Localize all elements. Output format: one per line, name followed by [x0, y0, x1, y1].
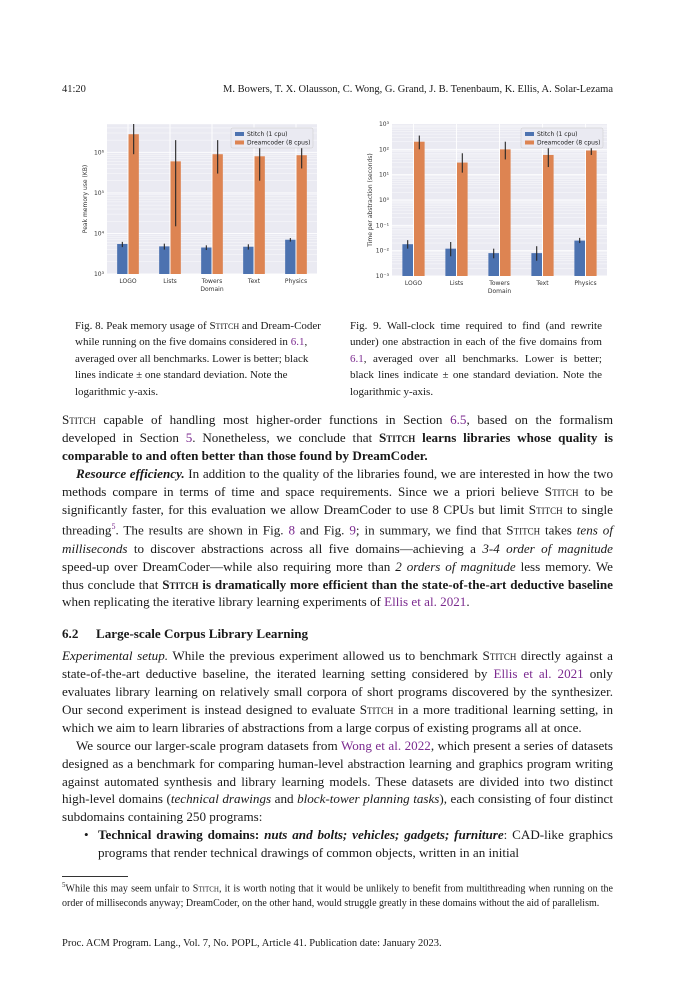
stitch-name: Stitch: [192, 883, 219, 895]
y-tick-label: 10⁴: [93, 230, 104, 238]
y-tick-label: 10⁶: [93, 149, 104, 157]
y-tick-label: 10²: [378, 146, 389, 154]
x-tick-label: Lists: [449, 280, 464, 287]
text: and Fig.: [295, 522, 350, 538]
x-tick-label: Text: [247, 278, 261, 285]
section-number: 6.2: [62, 626, 79, 642]
section-ref-link[interactable]: 5: [185, 429, 193, 445]
section-ref-link[interactable]: 6.1: [350, 352, 364, 365]
x-axis-label: Domain: [200, 286, 224, 293]
paragraph: [62, 465, 613, 612]
text: While this may seem unfair to: [65, 883, 193, 895]
page-footer: Proc. ACM Program. Lang., Vol. 7, No. POPL, Article 41. Publication date: January 2023.: [62, 938, 442, 949]
legend-label: Dreamcoder (8 cpus): [247, 139, 311, 147]
legend-label: Dreamcoder (8 cpus): [537, 139, 601, 147]
x-axis-label: Domain: [487, 288, 512, 295]
text: , which present a series of datasets designed as a benchmark for comparing human-level abstraction learning and graphics program writing against automated synthesis and library learning models. These datasets are divided into two distinct high-level domains (: [62, 737, 613, 807]
emphasis: 2 orders of magnitude: [395, 558, 516, 574]
y-axis-label: Peak memory use (KB): [82, 164, 89, 234]
text: directly against a state-of-the-art deductive baseline, the iterated learning setting considered by: [62, 648, 613, 682]
paragraph: [62, 647, 613, 737]
text: when replicating the iterative library learning experiments of: [62, 594, 385, 610]
figure-8-caption: [75, 318, 325, 400]
text: , based on the formalism developed in Section: [62, 412, 614, 445]
memory-chart-svg: [62, 118, 322, 296]
emphasis: technical drawings: [170, 791, 272, 807]
x-tick-label: Text: [536, 280, 549, 287]
dreamcoder-bar: [129, 134, 139, 274]
y-tick-label: 10⁰: [378, 197, 389, 204]
stitch-name: Stitch: [62, 412, 96, 427]
text: to discover abstractions across all five domains—achieving a: [127, 540, 483, 556]
section-title: Large-scale Corpus Library Learning: [96, 626, 309, 642]
dreamcoder-bar: [457, 163, 468, 276]
y-axis-label: Time per abstraction (seconds): [367, 153, 374, 247]
x-tick-label: LOGO: [404, 280, 423, 287]
x-tick-label: Lists: [163, 278, 177, 285]
x-tick-label: Towers: [201, 278, 223, 285]
text: : CAD-like graphics programs that render technical drawings of common objects, written in an initial: [98, 827, 613, 861]
stitch-bar: [402, 244, 413, 276]
text: While the previous experiment allowed us to benchmark: [168, 648, 483, 664]
text: to single threading: [62, 501, 613, 538]
footnote-mark[interactable]: 5: [111, 522, 116, 532]
paragraph: [62, 411, 613, 465]
text: in a more traditional learning setting, in which we aim to learn libraries of abstractions from a large corpus of existing programs all at once.: [62, 701, 613, 735]
text: ), each consisting of four distinct subdomains containing 250 programs:: [62, 791, 613, 825]
run-in-heading: Resource efficiency.: [76, 465, 185, 481]
running-header: [62, 84, 613, 100]
section-ref-link[interactable]: 6.1: [290, 336, 305, 349]
section-ref-link[interactable]: 6.5: [450, 412, 467, 427]
text: and: [271, 791, 298, 807]
text: , it is worth noting that it would be unlikely to benefit from multithreading when running on the order of milliseconds anyway; DreamCoder, on the other hand, would struggle greatly in these domains without the aid of parallelism.: [62, 883, 613, 909]
body-text: [62, 411, 613, 862]
stitch-bar: [201, 248, 211, 274]
stitch-bar: [243, 247, 253, 274]
y-tick-label: 10⁻¹: [375, 222, 389, 230]
time-chart-svg: [350, 118, 614, 298]
legend-swatch: [235, 132, 244, 136]
stitch-name: Stitch: [209, 320, 240, 332]
bold-text: is dramatically more efficient than the state-of-the-art deductive baseline: [198, 576, 613, 592]
bold-emphasis: nuts and bolts; vehicles; gadgets; furniture: [264, 827, 504, 843]
dreamcoder-bar: [297, 155, 307, 274]
y-tick-label: 10⁵: [93, 189, 104, 197]
x-tick-label: Towers: [489, 280, 510, 287]
caption-text: , averaged over all benchmarks. Lower is better; black lines indicate ± one standard deviation. Note the logarithmic y-axis.: [350, 352, 602, 398]
stitch-name: Stitch: [528, 501, 563, 517]
bold-text: Technical drawing domains:: [98, 827, 265, 843]
y-tick-label: 10³: [93, 271, 104, 278]
stitch-bar: [574, 241, 585, 276]
text: takes: [540, 522, 577, 538]
figure-9-caption: [350, 318, 602, 400]
x-tick-label: Physics: [284, 278, 308, 285]
footnote-number: 5: [62, 881, 66, 889]
legend-label: Stitch (1 cpu): [537, 131, 578, 138]
bold-text: learns libraries whose quality is comparable to and often better than those found by DreamCoder.: [62, 429, 614, 463]
stitch-bar: [159, 246, 169, 274]
stitch-bar: [117, 244, 127, 274]
paragraph: [62, 737, 613, 827]
figure-ref-link[interactable]: 8: [288, 522, 295, 538]
text: speed-up over DreamCoder—while also requiring more than: [62, 558, 396, 574]
caption-text: , averaged over all benchmarks. Lower is better; black lines indicate ± one standard deviation. Note the logarithmic y-axis.: [75, 336, 309, 398]
dreamcoder-bar: [543, 155, 554, 276]
text: In addition to the quality of the libraries found, we are interested in how the two methods compare in terms of time and space requirements. Since we a priori believe: [62, 465, 613, 499]
text: only evaluates library learning on relatively small corpora of short programs discovered by the synthesizer. Our second experiment is instead designed to evaluate: [62, 666, 613, 717]
footnote: [62, 878, 613, 912]
citation-link[interactable]: Ellis et al. 2021: [493, 666, 584, 682]
y-tick-label: 10³: [378, 121, 389, 128]
y-tick-label: 10⁻³: [375, 273, 389, 280]
text: less memory. We thus conclude that: [62, 558, 613, 592]
fig9-label: Fig. 9.: [350, 320, 382, 332]
emphasis: 3-4 order of magnitude: [482, 540, 613, 556]
stitch-name: Stitch: [506, 522, 541, 538]
section-heading: [62, 625, 613, 643]
caption-text: Peak memory usage of: [103, 320, 210, 332]
text: capable of handling most higher-order functions in Section: [95, 412, 451, 427]
bullet-dot: •: [84, 827, 89, 843]
stitch-bar: [285, 240, 295, 274]
stitch-name: Stitch: [544, 483, 579, 499]
run-in-heading: Experimental setup.: [62, 648, 169, 664]
legend-label: Stitch (1 cpu): [247, 131, 288, 138]
legend-swatch: [525, 132, 534, 136]
figure-8-chart: [62, 118, 322, 296]
x-tick-label: Physics: [574, 280, 597, 287]
dreamcoder-bar: [500, 149, 511, 276]
stitch-name: Stitch: [379, 429, 416, 445]
emphasis: tens of milliseconds: [62, 522, 613, 556]
text: . Nonetheless, we conclude that: [192, 429, 379, 445]
figure-ref-link[interactable]: 9: [349, 522, 356, 538]
y-tick-label: 10⁻²: [375, 247, 389, 255]
caption-text: Wall-clock time required to find (and rewrite under) one abstraction in each of the five domains from: [350, 320, 602, 349]
text: .: [466, 594, 470, 610]
citation-link[interactable]: Wong et al. 2022: [340, 737, 431, 753]
x-tick-label: LOGO: [119, 278, 137, 285]
footnote-rule: [62, 876, 128, 877]
dreamcoder-bar: [586, 150, 597, 276]
figure-9-chart: [350, 118, 614, 298]
list-item: [62, 826, 613, 862]
dreamcoder-bar: [414, 142, 425, 276]
caption-text: and Dream-Coder while running on the five domains considered in: [75, 320, 321, 349]
text: . The results are shown in Fig.: [115, 522, 289, 538]
page-number: 41:20: [62, 84, 86, 95]
fig8-label: Fig. 8.: [75, 320, 104, 332]
legend-swatch: [525, 141, 534, 145]
y-tick-label: 10¹: [378, 171, 389, 179]
citation-link[interactable]: Ellis et al. 2021: [384, 594, 467, 610]
legend-swatch: [235, 141, 244, 145]
text: We source our larger-scale program datasets from: [76, 737, 341, 753]
emphasis: block-tower planning tasks: [297, 791, 440, 807]
stitch-name: Stitch: [359, 701, 394, 717]
text: ; in summary, we find that: [355, 522, 507, 538]
text: to be significantly faster, for this evaluation we allow DreamCoder to use 8 CPUs but limit: [62, 483, 613, 517]
stitch-name: Stitch: [162, 576, 199, 592]
author-list: M. Bowers, T. X. Olausson, C. Wong, G. Grand, J. B. Tenenbaum, K. Ellis, A. Solar-Lezama: [223, 84, 613, 95]
stitch-name: Stitch: [482, 648, 517, 664]
